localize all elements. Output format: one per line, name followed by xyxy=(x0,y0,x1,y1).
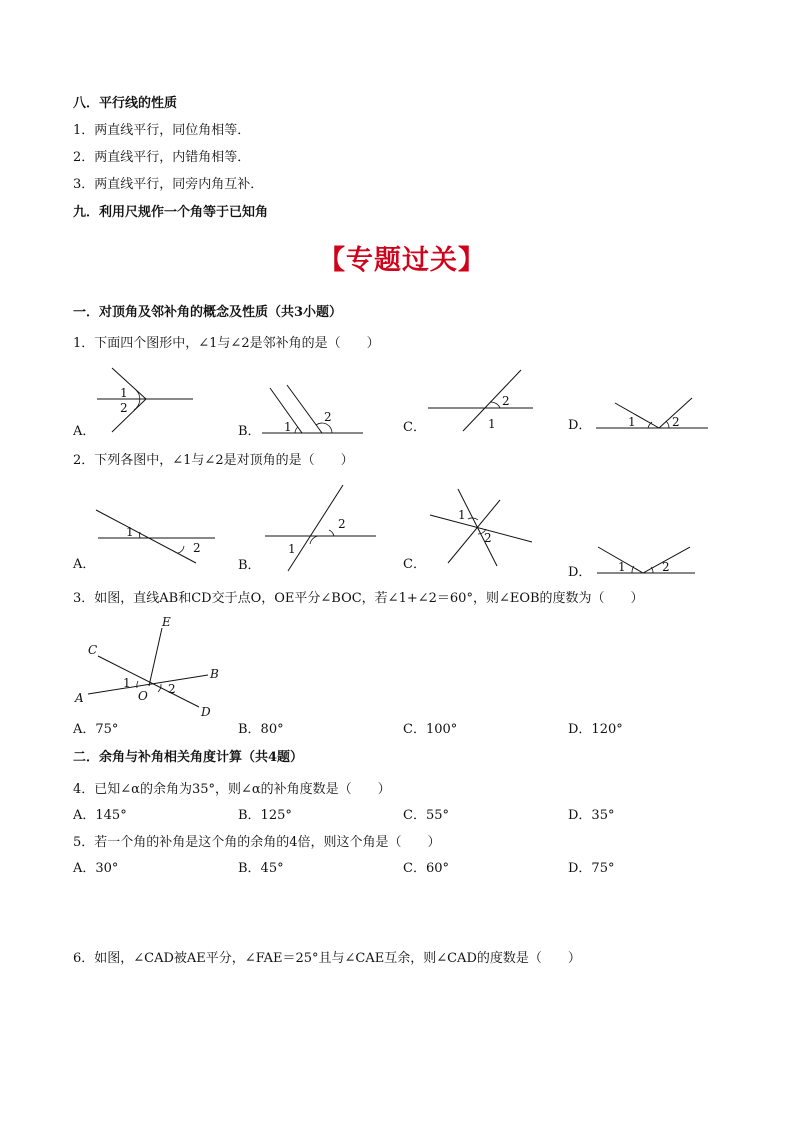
q3-label-a: A xyxy=(75,691,84,705)
q1-stem: 1．下面四个图形中，∠1与∠2是邻补角的是（ ） xyxy=(73,336,380,351)
q1-option-b[interactable]: B． xyxy=(238,424,261,439)
q4-option-b[interactable]: B．125° xyxy=(238,808,292,823)
q1-option-d[interactable]: D． xyxy=(568,418,592,433)
part-2-heading: 二．余角与补角相关角度计算（共4题） xyxy=(73,750,304,765)
q2c-angle-2: 2 xyxy=(484,531,492,545)
q4-stem: 4．已知∠α的余角为35°，则∠α的补角度数是（ ） xyxy=(73,782,391,797)
q4-option-a[interactable]: A．145° xyxy=(73,808,127,823)
part-1-heading: 一．对顶角及邻补角的概念及性质（共3小题） xyxy=(73,305,343,320)
q3-option-c[interactable]: C．100° xyxy=(403,722,458,737)
q1d-angle-2: 2 xyxy=(672,415,680,429)
q1c-angle-1: 1 xyxy=(488,417,496,431)
section-9-heading: 九．利用尺规作一个角等于已知角 xyxy=(73,205,269,220)
q2-option-c[interactable]: C． xyxy=(403,557,426,572)
q1b-angle-1: 1 xyxy=(284,420,292,434)
q2b-angle-1: 1 xyxy=(288,542,296,556)
q4-option-d[interactable]: D．35° xyxy=(568,808,615,823)
q2-option-b[interactable]: B． xyxy=(238,558,261,573)
q2-option-d[interactable]: D． xyxy=(568,565,592,580)
q5-option-a[interactable]: A．30° xyxy=(73,861,119,876)
q2a-angle-2: 2 xyxy=(193,541,201,555)
q3-label-b: B xyxy=(210,667,219,681)
q2b-angle-2: 2 xyxy=(338,517,346,531)
q1c-angle-2: 2 xyxy=(502,394,510,408)
q6-stem: 6．如图，∠CAD被AE平分，∠FAE＝25°且与∠CAE互余，则∠CAD的度数是（ ） xyxy=(73,951,581,966)
q5-option-d[interactable]: D．75° xyxy=(568,861,615,876)
q1d-angle-1: 1 xyxy=(628,415,636,429)
q2a-angle-1: 1 xyxy=(126,525,134,539)
q1-option-c[interactable]: C． xyxy=(403,420,426,435)
q1a-angle-2: 2 xyxy=(120,401,128,415)
q1b-angle-2: 2 xyxy=(324,410,332,424)
q2-option-a[interactable]: A． xyxy=(73,557,96,572)
q5-option-c[interactable]: C．60° xyxy=(403,861,449,876)
q5-option-b[interactable]: B．45° xyxy=(238,861,284,876)
section-8-heading: 八．平行线的性质 xyxy=(73,96,178,111)
q3-label-e: E xyxy=(162,615,171,629)
section-8-item-3: 3．两直线平行，同旁内角互补． xyxy=(73,177,264,192)
topic-banner: 【专题过关】 xyxy=(318,245,486,276)
q2d-angle-1: 1 xyxy=(618,560,626,574)
q4-option-c[interactable]: C．55° xyxy=(403,808,449,823)
q3-label-c: C xyxy=(88,643,98,657)
q2d-angle-2: 2 xyxy=(662,560,670,574)
q5-stem: 5．若一个角的补角是这个角的余角的4倍，则这个角是（ ） xyxy=(73,835,441,850)
q2-stem: 2．下列各图中，∠1与∠2是对顶角的是（ ） xyxy=(73,453,354,468)
q3-label-o: O xyxy=(138,689,148,703)
q1a-angle-1: 1 xyxy=(120,386,128,400)
section-8-item-2: 2．两直线平行，内错角相等． xyxy=(73,150,251,165)
section-8-item-1: 1．两直线平行，同位角相等． xyxy=(73,123,251,138)
q3-option-a[interactable]: A．75° xyxy=(73,722,119,737)
q3-option-d[interactable]: D．120° xyxy=(568,722,623,737)
q3-angle-2: 2 xyxy=(168,682,176,696)
q3-angle-1: 1 xyxy=(123,676,131,690)
q3-stem: 3．如图，直线AB和CD交于点O，OE平分∠BOC，若∠1+∠2＝60°，则∠EOB的度数为（ ） xyxy=(73,591,644,606)
q2c-angle-1: 1 xyxy=(458,508,466,522)
q3-label-d: D xyxy=(201,705,211,719)
q3-option-b[interactable]: B．80° xyxy=(238,722,284,737)
q1-option-a[interactable]: A． xyxy=(73,424,96,439)
